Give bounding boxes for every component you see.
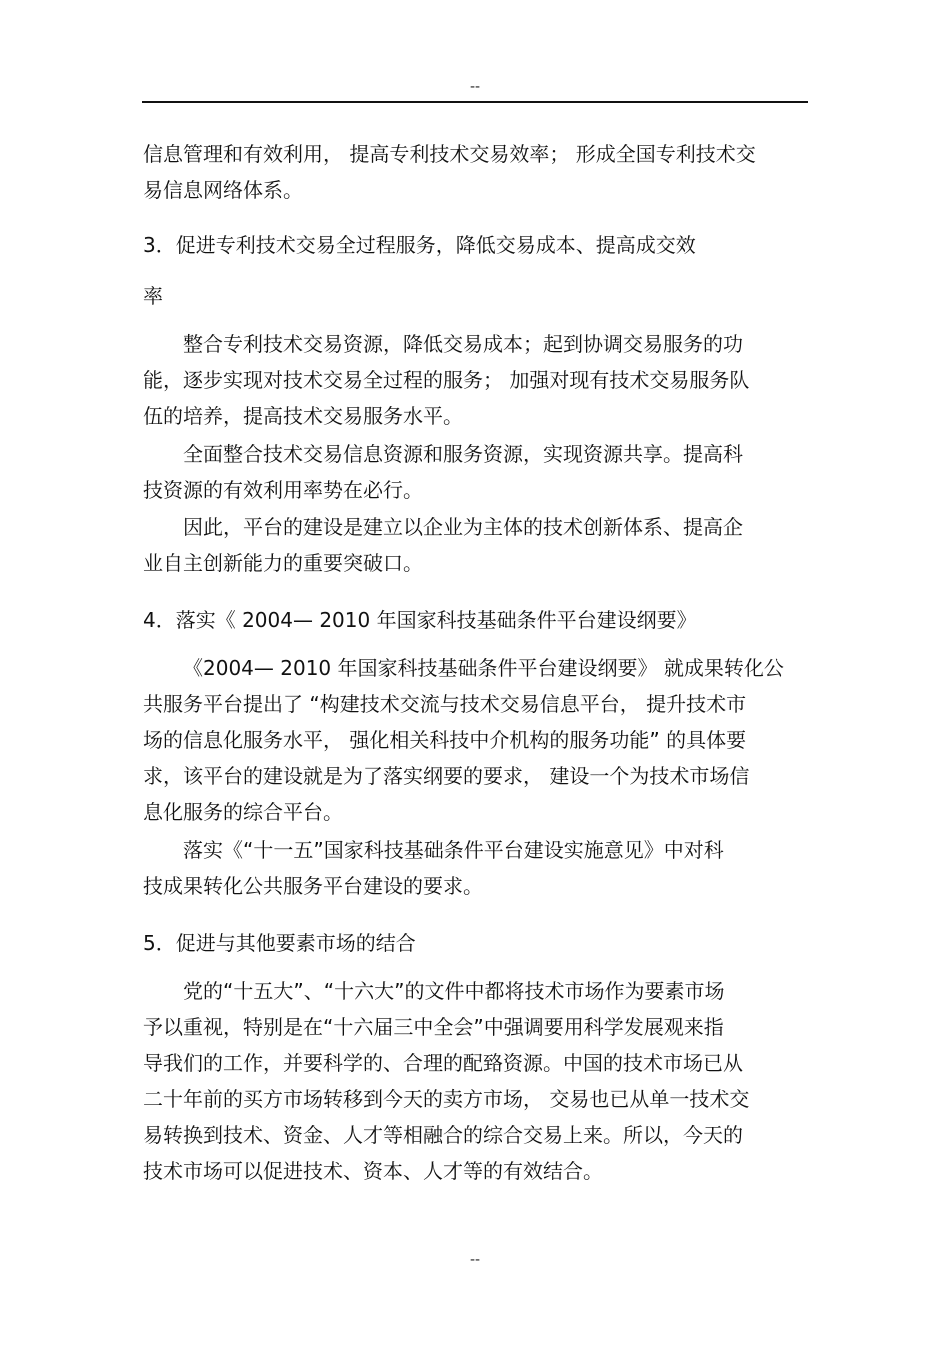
text-line: 全面整合技术交易信息资源和服务资源，实现资源共享。提高科 [183, 442, 743, 466]
text-line: 技成果转化公共服务平台建设的要求。 [143, 874, 483, 898]
paragraph-4a [143, 650, 808, 830]
text-line: 导我们的工作，并要科学的、合理的配臵资源。中国的技术市场已从 [143, 1051, 743, 1075]
page-footer-marker: -- [469, 1252, 481, 1268]
text-line: 息化服务的综合平台。 [143, 800, 343, 824]
heading-line: 4．落实《 2004— 2010 年国家科技基础条件平台建设纲要》 [143, 608, 697, 632]
text-line: 易转换到技术、资金、人才等相融合的综合交易上来。所以，今天的 [143, 1123, 743, 1147]
paragraph-3c [143, 509, 808, 581]
paragraph-3b [143, 436, 808, 508]
paragraph-intro [143, 136, 808, 208]
text-line: 场的信息化服务水平， 强化相关科技中介机构的服务功能” 的具体要 [143, 728, 747, 752]
section-heading-3-continued [143, 278, 808, 314]
text-line: 能，逐步实现对技术交易全过程的服务； 加强对现有技术交易服务队 [143, 368, 750, 392]
section-heading-3 [143, 227, 808, 263]
text-line: 整合专利技术交易资源，降低交易成本；起到协调交易服务的功 [183, 332, 743, 356]
text-line: 《2004— 2010 年国家科技基础条件平台建设纲要》 就成果转化公 [183, 656, 784, 680]
section-heading-5 [143, 925, 808, 961]
text-line: 易信息网络体系。 [143, 178, 303, 202]
section-heading-4 [143, 602, 808, 638]
paragraph-4b [143, 832, 808, 904]
text-line: 伍的培养，提高技术交易服务水平。 [143, 404, 463, 428]
text-line: 党的“十五大”、“十六大”的文件中都将技术市场作为要素市场 [183, 979, 725, 1003]
text-line: 技资源的有效利用率势在必行。 [143, 478, 423, 502]
heading-line: 率 [143, 284, 163, 308]
text-line: 共服务平台提出了 “构建技术交流与技术交易信息平台， 提升技术市 [143, 692, 747, 716]
text-line: 落实《“十一五”国家科技基础条件平台建设实施意见》中对科 [183, 838, 724, 862]
text-line: 业自主创新能力的重要突破口。 [143, 551, 423, 575]
text-line: 予以重视，特别是在“十六届三中全会”中强调要用科学发展观来指 [143, 1015, 724, 1039]
text-line: 信息管理和有效利用， 提高专利技术交易效率； 形成全国专利技术交 [143, 142, 756, 166]
text-line: 求，该平台的建设就是为了落实纲要的要求， 建设一个为技术市场信 [143, 764, 750, 788]
text-line: 技术市场可以促进技术、资本、人才等的有效结合。 [143, 1159, 603, 1183]
page-header-marker: -- [469, 79, 481, 95]
text-line: 二十年前的买方市场转移到今天的卖方市场， 交易也已从单一技术交 [143, 1087, 750, 1111]
heading-line: 5．促进与其他要素市场的结合 [143, 931, 416, 955]
paragraph-3a [143, 326, 808, 434]
paragraph-5 [143, 973, 808, 1189]
text-line: 因此，平台的建设是建立以企业为主体的技术创新体系、提高企 [183, 515, 743, 539]
header-divider [142, 101, 808, 103]
heading-line: 3．促进专利技术交易全过程服务，降低交易成本、提高成交效 [143, 233, 696, 257]
